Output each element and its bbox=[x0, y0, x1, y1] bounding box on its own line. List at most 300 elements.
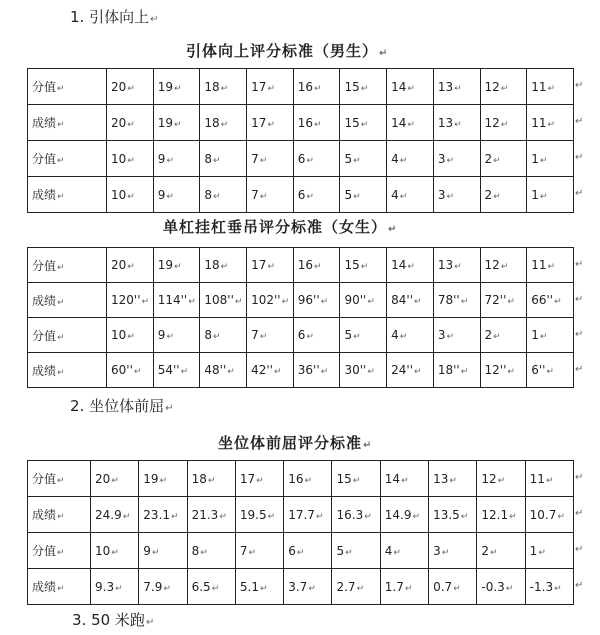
cell-text: 21.3 bbox=[191, 507, 219, 522]
cell-text: 18 bbox=[191, 471, 207, 486]
score-cell bbox=[477, 461, 525, 497]
cell-end-mark: ↵ bbox=[166, 191, 174, 202]
cell-text: 12 bbox=[484, 79, 500, 94]
cell-text: 15 bbox=[344, 115, 360, 130]
cell-end-mark: ↵ bbox=[213, 155, 221, 166]
cell-end-mark: ↵ bbox=[57, 584, 65, 594]
score-cell bbox=[200, 141, 247, 177]
cell-text: 6 bbox=[297, 328, 306, 342]
cell-text: 16.3 bbox=[336, 507, 364, 522]
cell-text: 11 bbox=[531, 79, 547, 94]
cell-end-mark: ↵ bbox=[507, 297, 515, 307]
cell-text: 4 bbox=[391, 187, 399, 202]
cell-end-mark: ↵ bbox=[407, 119, 415, 130]
cell-end-mark: ↵ bbox=[296, 547, 305, 558]
score-cell bbox=[527, 177, 574, 213]
cell-end-mark: ↵ bbox=[449, 475, 457, 486]
cell-end-mark: ↵ bbox=[441, 547, 450, 558]
cell-end-mark: ↵ bbox=[412, 511, 421, 522]
cell-end-mark: ↵ bbox=[220, 119, 229, 130]
cell-end-mark: ↵ bbox=[539, 332, 548, 342]
cell-end-mark: ↵ bbox=[399, 155, 408, 166]
cell-end-mark: ↵ bbox=[171, 511, 179, 522]
cell-end-mark: ↵ bbox=[547, 119, 556, 130]
score-cell bbox=[153, 141, 200, 177]
score-cell bbox=[293, 283, 340, 318]
cell-text: 0.7 bbox=[433, 579, 453, 594]
cell-text: 5 bbox=[344, 151, 353, 166]
cell-end-mark: ↵ bbox=[320, 297, 329, 307]
cell-end-mark: ↵ bbox=[539, 191, 548, 202]
cell-text: 15 bbox=[344, 258, 360, 272]
score-cell bbox=[340, 318, 387, 353]
score-cell bbox=[247, 248, 294, 283]
cell-end-mark: ↵ bbox=[267, 119, 275, 130]
cell-end-mark: ↵ bbox=[57, 262, 65, 273]
cell-text: 3 bbox=[437, 151, 446, 166]
table-end-mark: ↵ bbox=[575, 188, 584, 199]
cell-end-mark: ↵ bbox=[57, 120, 65, 130]
score-cell bbox=[340, 141, 387, 177]
cell-text: 18'' bbox=[437, 363, 460, 377]
cell-end-mark: ↵ bbox=[163, 583, 171, 594]
score-cell bbox=[387, 318, 434, 353]
cell-end-mark: ↵ bbox=[314, 83, 322, 94]
score-cell bbox=[200, 105, 247, 141]
table-end-mark: ↵ bbox=[575, 259, 584, 270]
cell-end-mark: ↵ bbox=[545, 475, 554, 486]
cell-end-mark: ↵ bbox=[356, 583, 365, 594]
table-end-mark: ↵ bbox=[575, 580, 584, 591]
table-end-mark: ↵ bbox=[575, 80, 584, 91]
cell-end-mark: ↵ bbox=[493, 191, 501, 202]
cell-end-mark: ↵ bbox=[259, 332, 268, 342]
cell-end-mark: ↵ bbox=[159, 475, 168, 486]
cell-end-mark: ↵ bbox=[141, 297, 150, 307]
row-label-cell bbox=[28, 69, 107, 105]
score-cell bbox=[139, 497, 187, 533]
cell-end-mark: ↵ bbox=[180, 367, 189, 377]
score-cell bbox=[480, 248, 527, 283]
cell-end-mark: ↵ bbox=[220, 83, 229, 94]
cell-text: 19 bbox=[143, 471, 159, 486]
cell-text: 13 bbox=[437, 258, 454, 272]
score-cell bbox=[107, 69, 154, 105]
score-cell bbox=[387, 283, 434, 318]
cell-end-mark: ↵ bbox=[539, 155, 548, 166]
cell-text: 9.3 bbox=[95, 579, 115, 594]
score-cell bbox=[527, 141, 574, 177]
cell-end-mark: ↵ bbox=[546, 367, 554, 377]
row-label-cell bbox=[28, 318, 107, 353]
table-row bbox=[28, 497, 574, 533]
cell-text: 24.9 bbox=[95, 507, 122, 522]
cell-end-mark: ↵ bbox=[547, 83, 556, 94]
cell-end-mark: ↵ bbox=[554, 297, 562, 307]
score-cell bbox=[187, 461, 235, 497]
cell-text: 23.1 bbox=[143, 507, 171, 522]
score-cell bbox=[139, 569, 187, 605]
cell-text: 2 bbox=[484, 328, 493, 342]
cell-end-mark: ↵ bbox=[267, 262, 275, 272]
cell-text: 1.7 bbox=[384, 579, 404, 594]
cell-text: 9 bbox=[157, 187, 166, 202]
cell-text: 14.9 bbox=[384, 507, 412, 522]
cell-text: 4 bbox=[391, 151, 399, 166]
cell-text: 12 bbox=[481, 471, 497, 486]
cell-end-mark: ↵ bbox=[248, 547, 257, 558]
table-row bbox=[28, 141, 574, 177]
cell-text: 分值 bbox=[32, 544, 57, 558]
score-cell bbox=[387, 248, 434, 283]
cell-text: 2.7 bbox=[336, 579, 356, 594]
score-cell bbox=[107, 105, 154, 141]
cell-text: 成绩 bbox=[32, 116, 57, 130]
score-cell bbox=[153, 69, 200, 105]
cell-text: 1 bbox=[531, 328, 539, 342]
cell-end-mark: ↵ bbox=[57, 84, 65, 94]
cell-end-mark: ↵ bbox=[259, 155, 268, 166]
score-cell bbox=[200, 318, 247, 353]
cell-end-mark: ↵ bbox=[497, 475, 506, 486]
cell-text: 成绩 bbox=[32, 188, 57, 202]
cell-end-mark: ↵ bbox=[281, 297, 290, 307]
score-cell bbox=[525, 569, 573, 605]
score-cell bbox=[235, 569, 283, 605]
cell-text: 72'' bbox=[484, 293, 507, 307]
cell-end-mark: ↵ bbox=[151, 547, 160, 558]
cell-end-mark: ↵ bbox=[133, 367, 142, 377]
table-end-mark: ↵ bbox=[575, 508, 584, 519]
cell-end-mark: ↵ bbox=[220, 262, 229, 272]
cell-end-mark: ↵ bbox=[173, 119, 182, 130]
cell-text: 5.1 bbox=[239, 579, 259, 594]
cell-end-mark: ↵ bbox=[460, 297, 469, 307]
row-label-cell bbox=[28, 141, 107, 177]
cell-text: 14 bbox=[391, 115, 407, 130]
score-cell bbox=[200, 177, 247, 213]
cell-text: 36'' bbox=[297, 363, 320, 377]
cell-text: 7 bbox=[251, 328, 259, 342]
cell-text: 66'' bbox=[531, 293, 554, 307]
cell-text: 5 bbox=[344, 328, 353, 342]
score-cell bbox=[91, 569, 139, 605]
score-cell bbox=[139, 461, 187, 497]
score-cell bbox=[387, 141, 434, 177]
cell-end-mark: ↵ bbox=[500, 83, 509, 94]
score-cell bbox=[91, 533, 139, 569]
cell-end-mark: ↵ bbox=[122, 511, 131, 522]
score-cell bbox=[525, 533, 573, 569]
score-cell bbox=[293, 318, 340, 353]
cell-end-mark: ↵ bbox=[213, 332, 221, 342]
cell-text: 15 bbox=[336, 471, 352, 486]
cell-text: 1 bbox=[529, 543, 538, 558]
cell-text: 114'' bbox=[157, 293, 188, 307]
cell-text: 2 bbox=[484, 151, 493, 166]
score-cell bbox=[527, 353, 574, 388]
cell-end-mark: ↵ bbox=[353, 155, 361, 166]
score-cell bbox=[387, 105, 434, 141]
score-cell bbox=[107, 353, 154, 388]
score-cell bbox=[332, 569, 380, 605]
cell-end-mark: ↵ bbox=[493, 332, 501, 342]
score-cell bbox=[433, 177, 480, 213]
cell-text: 17.7 bbox=[288, 507, 315, 522]
cell-text: 17 bbox=[251, 79, 267, 94]
score-cell bbox=[380, 497, 428, 533]
cell-text: 11 bbox=[531, 115, 547, 130]
cell-end-mark: ↵ bbox=[57, 156, 65, 166]
cell-text: 20 bbox=[95, 471, 111, 486]
score-cell bbox=[139, 533, 187, 569]
score-cell bbox=[107, 318, 154, 353]
cell-end-mark: ↵ bbox=[207, 475, 216, 486]
cell-text: 成绩 bbox=[32, 363, 57, 378]
score-cell bbox=[429, 497, 477, 533]
cell-text: 分值 bbox=[32, 80, 57, 94]
pullups-male-table bbox=[27, 68, 574, 213]
score-cell bbox=[340, 353, 387, 388]
score-cell bbox=[153, 283, 200, 318]
cell-text: 54'' bbox=[157, 363, 180, 377]
cell-end-mark: ↵ bbox=[401, 475, 409, 486]
score-cell bbox=[247, 69, 294, 105]
cell-end-mark: ↵ bbox=[173, 262, 182, 272]
score-cell bbox=[107, 177, 154, 213]
score-cell bbox=[187, 533, 235, 569]
cell-end-mark: ↵ bbox=[393, 547, 401, 558]
cell-text: 3 bbox=[437, 187, 446, 202]
cell-text: 19 bbox=[157, 115, 173, 130]
cell-end-mark: ↵ bbox=[267, 511, 276, 522]
cell-end-mark: ↵ bbox=[414, 367, 422, 377]
cell-text: 分值 bbox=[32, 472, 57, 486]
table-row bbox=[28, 177, 574, 213]
cell-end-mark: ↵ bbox=[273, 367, 282, 377]
cell-end-mark: ↵ bbox=[320, 367, 329, 377]
score-cell bbox=[480, 353, 527, 388]
cell-end-mark: ↵ bbox=[57, 297, 65, 308]
score-cell bbox=[247, 177, 294, 213]
cell-end-mark: ↵ bbox=[509, 511, 517, 522]
cell-end-mark: ↵ bbox=[315, 511, 324, 522]
table-row bbox=[28, 105, 574, 141]
cell-end-mark: ↵ bbox=[127, 155, 135, 166]
score-cell bbox=[527, 69, 574, 105]
cell-end-mark: ↵ bbox=[407, 83, 415, 94]
cell-end-mark: ↵ bbox=[173, 83, 182, 94]
table-end-mark: ↵ bbox=[575, 116, 584, 127]
score-cell bbox=[153, 248, 200, 283]
cell-text: 13.5 bbox=[433, 507, 460, 522]
cell-text: 102'' bbox=[251, 293, 281, 307]
table-end-mark: ↵ bbox=[575, 544, 584, 555]
score-cell bbox=[527, 105, 574, 141]
score-cell bbox=[91, 461, 139, 497]
cell-text: 分值 bbox=[32, 328, 57, 343]
cell-end-mark: ↵ bbox=[367, 297, 375, 307]
score-cell bbox=[380, 533, 428, 569]
cell-end-mark: ↵ bbox=[399, 332, 408, 342]
score-cell bbox=[293, 105, 340, 141]
score-cell bbox=[480, 177, 527, 213]
table-end-mark: ↵ bbox=[575, 472, 584, 483]
cell-end-mark: ↵ bbox=[490, 547, 498, 558]
score-cell bbox=[200, 353, 247, 388]
table-title-pullups-male: 引体向上评分标准（男生）↵ bbox=[186, 42, 389, 60]
cell-text: 18 bbox=[204, 79, 220, 94]
cell-text: 1 bbox=[531, 151, 539, 166]
cell-text: 6.5 bbox=[191, 579, 211, 594]
cell-text: 13 bbox=[437, 115, 454, 130]
cell-text: -1.3 bbox=[529, 579, 554, 594]
score-cell bbox=[433, 283, 480, 318]
cell-text: 17 bbox=[251, 258, 267, 272]
cell-text: 2 bbox=[481, 543, 490, 558]
cell-end-mark: ↵ bbox=[306, 155, 314, 166]
score-cell bbox=[340, 248, 387, 283]
cell-end-mark: ↵ bbox=[127, 83, 135, 94]
score-cell bbox=[527, 283, 574, 318]
cell-text: 7 bbox=[239, 543, 248, 558]
row-label-cell bbox=[28, 105, 107, 141]
row-label-cell bbox=[28, 497, 91, 533]
cell-end-mark: ↵ bbox=[500, 262, 509, 272]
cell-text: 3 bbox=[437, 328, 446, 342]
table-end-mark: ↵ bbox=[575, 152, 584, 163]
cell-end-mark: ↵ bbox=[314, 262, 322, 272]
cell-end-mark: ↵ bbox=[360, 119, 369, 130]
cell-end-mark: ↵ bbox=[259, 583, 268, 594]
table-end-mark: ↵ bbox=[575, 294, 584, 305]
score-cell bbox=[200, 69, 247, 105]
section-heading-sit-reach: 2. 坐位体前屈↵ bbox=[70, 397, 174, 415]
cell-text: 48'' bbox=[204, 363, 227, 377]
cell-end-mark: ↵ bbox=[111, 475, 119, 486]
cell-end-mark: ↵ bbox=[399, 191, 408, 202]
cell-text: 6'' bbox=[531, 363, 546, 377]
score-cell bbox=[107, 248, 154, 283]
score-cell bbox=[293, 177, 340, 213]
cell-end-mark: ↵ bbox=[505, 583, 514, 594]
cell-text: 20 bbox=[111, 258, 127, 272]
cell-text: 10 bbox=[111, 328, 127, 342]
cell-text: 9 bbox=[157, 328, 166, 342]
cell-end-mark: ↵ bbox=[500, 119, 509, 130]
score-cell bbox=[387, 177, 434, 213]
score-cell bbox=[429, 461, 477, 497]
cell-end-mark: ↵ bbox=[367, 367, 375, 377]
score-cell bbox=[433, 318, 480, 353]
table-row bbox=[28, 533, 574, 569]
cell-text: 12.1 bbox=[481, 507, 509, 522]
cell-text: 120'' bbox=[111, 293, 141, 307]
score-cell bbox=[284, 569, 332, 605]
cell-text: 17 bbox=[239, 471, 256, 486]
cell-text: 3.7 bbox=[288, 579, 308, 594]
score-cell bbox=[153, 177, 200, 213]
score-cell bbox=[340, 105, 387, 141]
score-cell bbox=[247, 283, 294, 318]
cell-text: 14 bbox=[384, 471, 401, 486]
score-cell bbox=[477, 569, 525, 605]
score-cell bbox=[480, 69, 527, 105]
table-row bbox=[28, 353, 574, 388]
cell-end-mark: ↵ bbox=[360, 262, 369, 272]
cell-end-mark: ↵ bbox=[353, 191, 361, 202]
cell-text: 13 bbox=[433, 471, 449, 486]
score-cell bbox=[387, 353, 434, 388]
cell-end-mark: ↵ bbox=[127, 262, 135, 272]
cell-text: 8 bbox=[204, 151, 213, 166]
cell-end-mark: ↵ bbox=[454, 262, 462, 272]
cell-end-mark: ↵ bbox=[127, 191, 135, 202]
score-cell bbox=[247, 105, 294, 141]
score-cell bbox=[247, 318, 294, 353]
table-row bbox=[28, 461, 574, 497]
table-title-sit-reach: 坐位体前屈评分标准↵ bbox=[218, 434, 373, 452]
section-heading-pullups: 1. 引体向上↵ bbox=[70, 8, 159, 26]
cell-end-mark: ↵ bbox=[306, 332, 314, 342]
cell-end-mark: ↵ bbox=[57, 512, 65, 522]
score-cell bbox=[247, 353, 294, 388]
score-cell bbox=[477, 497, 525, 533]
cell-text: 8 bbox=[204, 187, 213, 202]
cell-text: 17 bbox=[251, 115, 267, 130]
score-cell bbox=[527, 248, 574, 283]
cell-end-mark: ↵ bbox=[57, 476, 65, 486]
cell-end-mark: ↵ bbox=[188, 297, 196, 307]
cell-end-mark: ↵ bbox=[446, 191, 454, 202]
score-cell bbox=[284, 461, 332, 497]
cell-text: 14 bbox=[391, 258, 407, 272]
cell-text: 84'' bbox=[391, 293, 413, 307]
cell-end-mark: ↵ bbox=[414, 297, 422, 307]
table-row bbox=[28, 69, 574, 105]
table-row bbox=[28, 248, 574, 283]
score-cell bbox=[433, 141, 480, 177]
cell-text: 19.5 bbox=[239, 507, 267, 522]
cell-text: 7 bbox=[251, 151, 259, 166]
cell-end-mark: ↵ bbox=[404, 583, 413, 594]
cell-text: 19 bbox=[157, 258, 173, 272]
row-label-cell bbox=[28, 177, 107, 213]
cell-text: 19 bbox=[157, 79, 173, 94]
cell-end-mark: ↵ bbox=[364, 511, 372, 522]
cell-end-mark: ↵ bbox=[446, 332, 454, 342]
cell-text: 11 bbox=[531, 258, 547, 272]
cell-text: 5 bbox=[336, 543, 345, 558]
score-cell bbox=[247, 141, 294, 177]
score-cell bbox=[284, 497, 332, 533]
row-label-cell bbox=[28, 248, 107, 283]
score-cell bbox=[433, 248, 480, 283]
cell-text: 12 bbox=[484, 115, 500, 130]
cell-text: 20 bbox=[111, 115, 127, 130]
score-cell bbox=[380, 461, 428, 497]
cell-end-mark: ↵ bbox=[213, 191, 221, 202]
cell-text: 11 bbox=[529, 471, 545, 486]
cell-end-mark: ↵ bbox=[127, 332, 135, 342]
cell-end-mark: ↵ bbox=[306, 191, 314, 202]
cell-end-mark: ↵ bbox=[57, 367, 65, 378]
section-heading-50m-run: 3. 50 米跑↵ bbox=[72, 611, 155, 629]
cell-text: 分值 bbox=[32, 258, 57, 273]
cell-end-mark: ↵ bbox=[200, 547, 208, 558]
cell-end-mark: ↵ bbox=[127, 119, 135, 130]
cell-text: 6 bbox=[297, 151, 306, 166]
